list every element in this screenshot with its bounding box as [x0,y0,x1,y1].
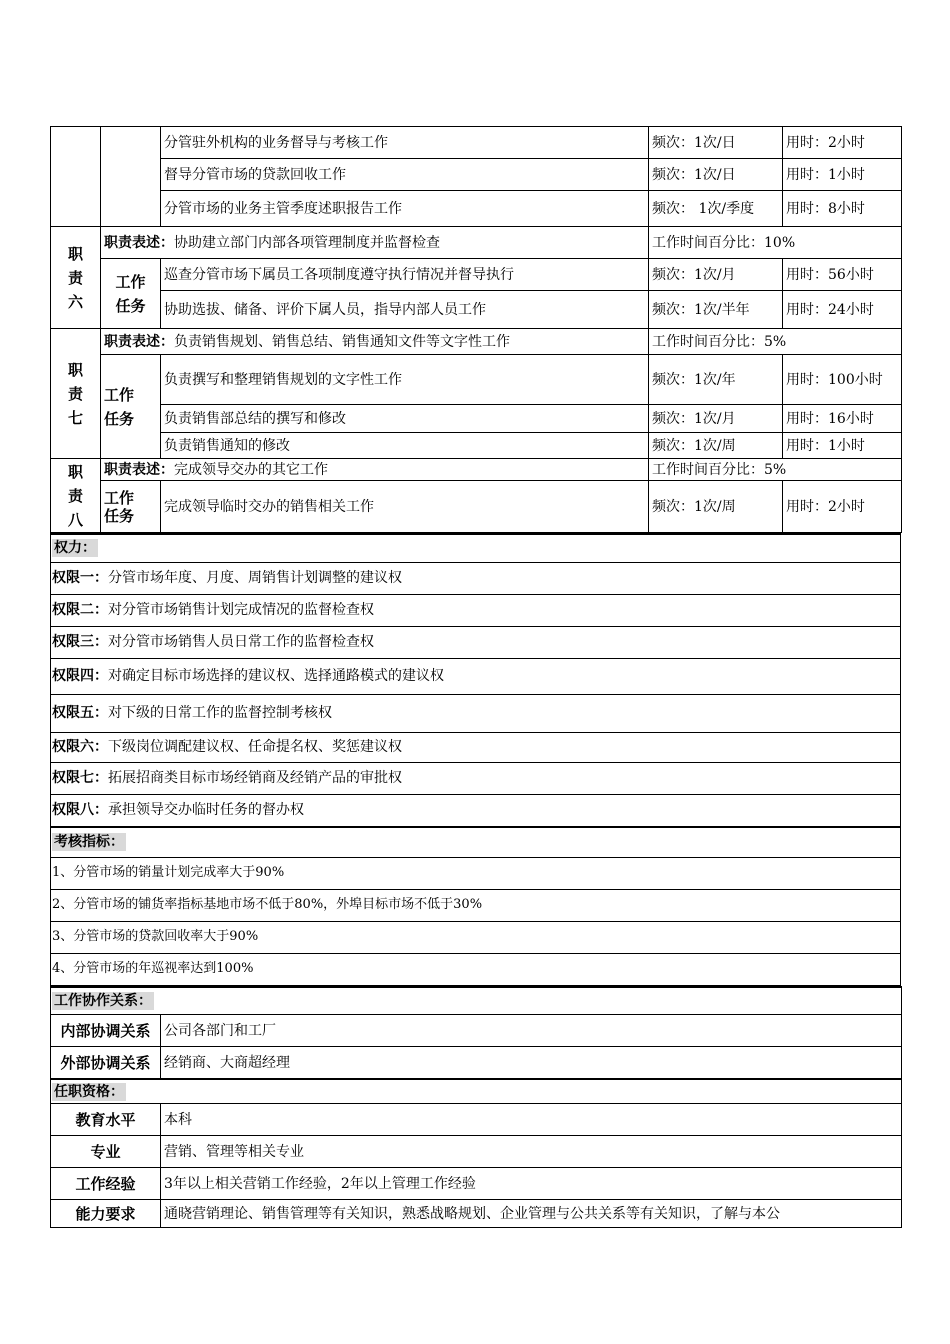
task-text: 完成领导临时交办的销售相关工作 [161,481,649,533]
task-text: 分管市场的业务主管季度述职报告工作 [161,191,649,227]
duty8-task-label: 工作 任务 [101,481,161,533]
task-frequency: 频次：1次/月 [649,405,783,433]
task-time: 用时：1小时 [783,433,902,459]
authority-header-row [51,534,901,562]
task-frequency: 频次：1次/月 [649,259,783,291]
qualification-label: 能力要求 [51,1200,161,1228]
task-time: 用时：1小时 [783,159,902,191]
kpi-table [50,827,901,986]
authority-row [51,794,901,826]
duty8-percent: 工作时间百分比：5% [649,459,902,481]
qualification-value: 营销、管理等相关专业 [161,1136,902,1168]
authority-table [50,533,901,827]
task-frequency: 频次：1次/周 [649,481,783,533]
task-time: 用时：100小时 [783,355,902,405]
kpi-title: 考核指标： [54,834,124,850]
task-text: 负责撰写和整理销售规划的文字性工作 [161,355,649,405]
qualification-label: 工作经验 [51,1168,161,1200]
authority-text: 对分管市场销售计划完成情况的监督检查权 [108,602,374,618]
kpi-row [51,953,901,985]
authority-label: 权限二： [52,602,108,618]
authority-row [51,658,901,694]
authority-row [51,562,901,594]
authority-row [51,732,901,762]
cooperation-table [50,986,902,1080]
kpi-row [51,889,901,921]
duty8-label: 职 责 八 [51,459,101,533]
authority-text: 拓展招商类目标市场经销商及经销产品的审批权 [108,770,402,786]
duty7-task-row [51,433,902,459]
duty5-task-row [51,159,902,191]
task-time: 用时：8小时 [783,191,902,227]
job-description-sheet [50,126,901,1228]
cooperation-title: 工作协作关系： [54,992,152,1009]
kpi-item: 1、分管市场的销量计划完成率大于90% [51,857,901,889]
task-frequency: 频次：1次/周 [649,433,783,459]
task-text: 负责销售通知的修改 [161,433,649,459]
task-text: 巡查分管市场下属员工各项制度遵守执行情况并督导执行 [161,259,649,291]
authority-label: 权限八： [52,802,108,818]
duty5-label-cell [51,127,101,227]
cooperation-row [51,1047,902,1079]
kpi-item: 3、分管市场的贷款回收率大于90% [51,921,901,953]
task-text: 分管驻外机构的业务督导与考核工作 [161,127,649,159]
cooperation-header-row [51,987,902,1015]
duty6-task-row [51,291,902,329]
qualification-value: 3年以上相关营销工作经验，2年以上管理工作经验 [161,1168,902,1200]
task-text: 协助选拔、储备、评价下属人员，指导内部人员工作 [161,291,649,329]
authority-row [51,594,901,626]
qualification-label: 专业 [51,1136,161,1168]
kpi-item: 2、分管市场的铺货率指标基地市场不低于80%，外埠目标市场不低于30% [51,889,901,921]
qualification-row [51,1200,902,1228]
task-time: 用时：2小时 [783,481,902,533]
authority-row [51,626,901,658]
task-time: 用时：24小时 [783,291,902,329]
task-frequency: 频次：1次/日 [649,159,783,191]
qualification-header-row [51,1080,902,1104]
task-text: 负责销售部总结的撰写和修改 [161,405,649,433]
authority-row [51,762,901,794]
authority-label: 权限五： [52,705,108,721]
authority-text: 对下级的日常工作的监督控制考核权 [108,705,332,721]
task-time: 用时：16小时 [783,405,902,433]
kpi-item: 4、分管市场的年巡视率达到100% [51,953,901,985]
qualification-table [50,1079,902,1228]
duty7-statement-row [51,329,902,355]
duty6-task-label: 工作 任务 [101,259,161,329]
cooperation-value: 公司各部门和工厂 [161,1015,902,1047]
duty6-task-row [51,259,902,291]
authority-text: 分管市场年度、月度、周销售计划调整的建议权 [108,570,402,586]
duty6-statement: 职责表述：协助建立部门内部各项管理制度并监督检查 [101,227,649,259]
qualification-row [51,1168,902,1200]
kpi-row [51,857,901,889]
cooperation-label: 内部协调关系 [51,1015,161,1047]
qualification-label: 教育水平 [51,1104,161,1136]
duty7-percent: 工作时间百分比：5% [649,329,902,355]
qualification-title: 任职资格： [54,1083,124,1100]
authority-text: 对确定目标市场选择的建议权、选择通路模式的建议权 [108,668,444,684]
duty7-statement: 职责表述：负责销售规划、销售总结、销售通知文件等文字性工作 [101,329,649,355]
authority-text: 下级岗位调配建议权、任命提名权、奖惩建议权 [108,739,402,755]
task-time: 用时：56小时 [783,259,902,291]
task-frequency: 频次：1次/半年 [649,291,783,329]
duty8-task-row [51,481,902,533]
qualification-row [51,1136,902,1168]
kpi-header-row [51,827,901,857]
authority-label: 权限三： [52,634,108,650]
cooperation-value: 经销商、大商超经理 [161,1047,902,1079]
duty5-task-label-cell [101,127,161,227]
task-text: 督导分管市场的贷款回收工作 [161,159,649,191]
task-time: 用时：2小时 [783,127,902,159]
kpi-row [51,921,901,953]
authority-label: 权限四： [52,668,108,684]
task-frequency: 频次：1次/年 [649,355,783,405]
authority-label: 权限一： [52,570,108,586]
duty7-task-label: 工作 任务 [101,355,161,459]
authority-title-cell [51,534,901,562]
qualification-value: 本科 [161,1104,902,1136]
duty7-task-row [51,405,902,433]
task-frequency: 频次： 1次/季度 [649,191,783,227]
duty8-statement-row [51,459,902,481]
authority-row [51,694,901,732]
authority-title: 权力： [54,540,96,557]
qualification-value: 通晓营销理论、销售管理等有关知识，熟悉战略规划、企业管理与公共关系等有关知识，了解与本公 [161,1200,902,1228]
task-frequency: 频次：1次/日 [649,127,783,159]
duty5-task-row [51,191,902,227]
duty6-label: 职 责 六 [51,227,101,329]
authority-text: 对分管市场销售人员日常工作的监督检查权 [108,634,374,650]
qualification-row [51,1104,902,1136]
duty7-label: 职 责 七 [51,329,101,459]
cooperation-label: 外部协调关系 [51,1047,161,1079]
duty6-percent: 工作时间百分比：10% [649,227,902,259]
duty8-statement: 职责表述：完成领导交办的其它工作 [101,459,649,481]
authority-label: 权限六： [52,739,108,755]
duty6-statement-row [51,227,902,259]
cooperation-row [51,1015,902,1047]
duty5-task-row [51,127,902,159]
authority-label: 权限七： [52,770,108,786]
authority-text: 承担领导交办临时任务的督办权 [108,802,304,818]
duties-table [50,126,902,533]
duty7-task-row [51,355,902,405]
